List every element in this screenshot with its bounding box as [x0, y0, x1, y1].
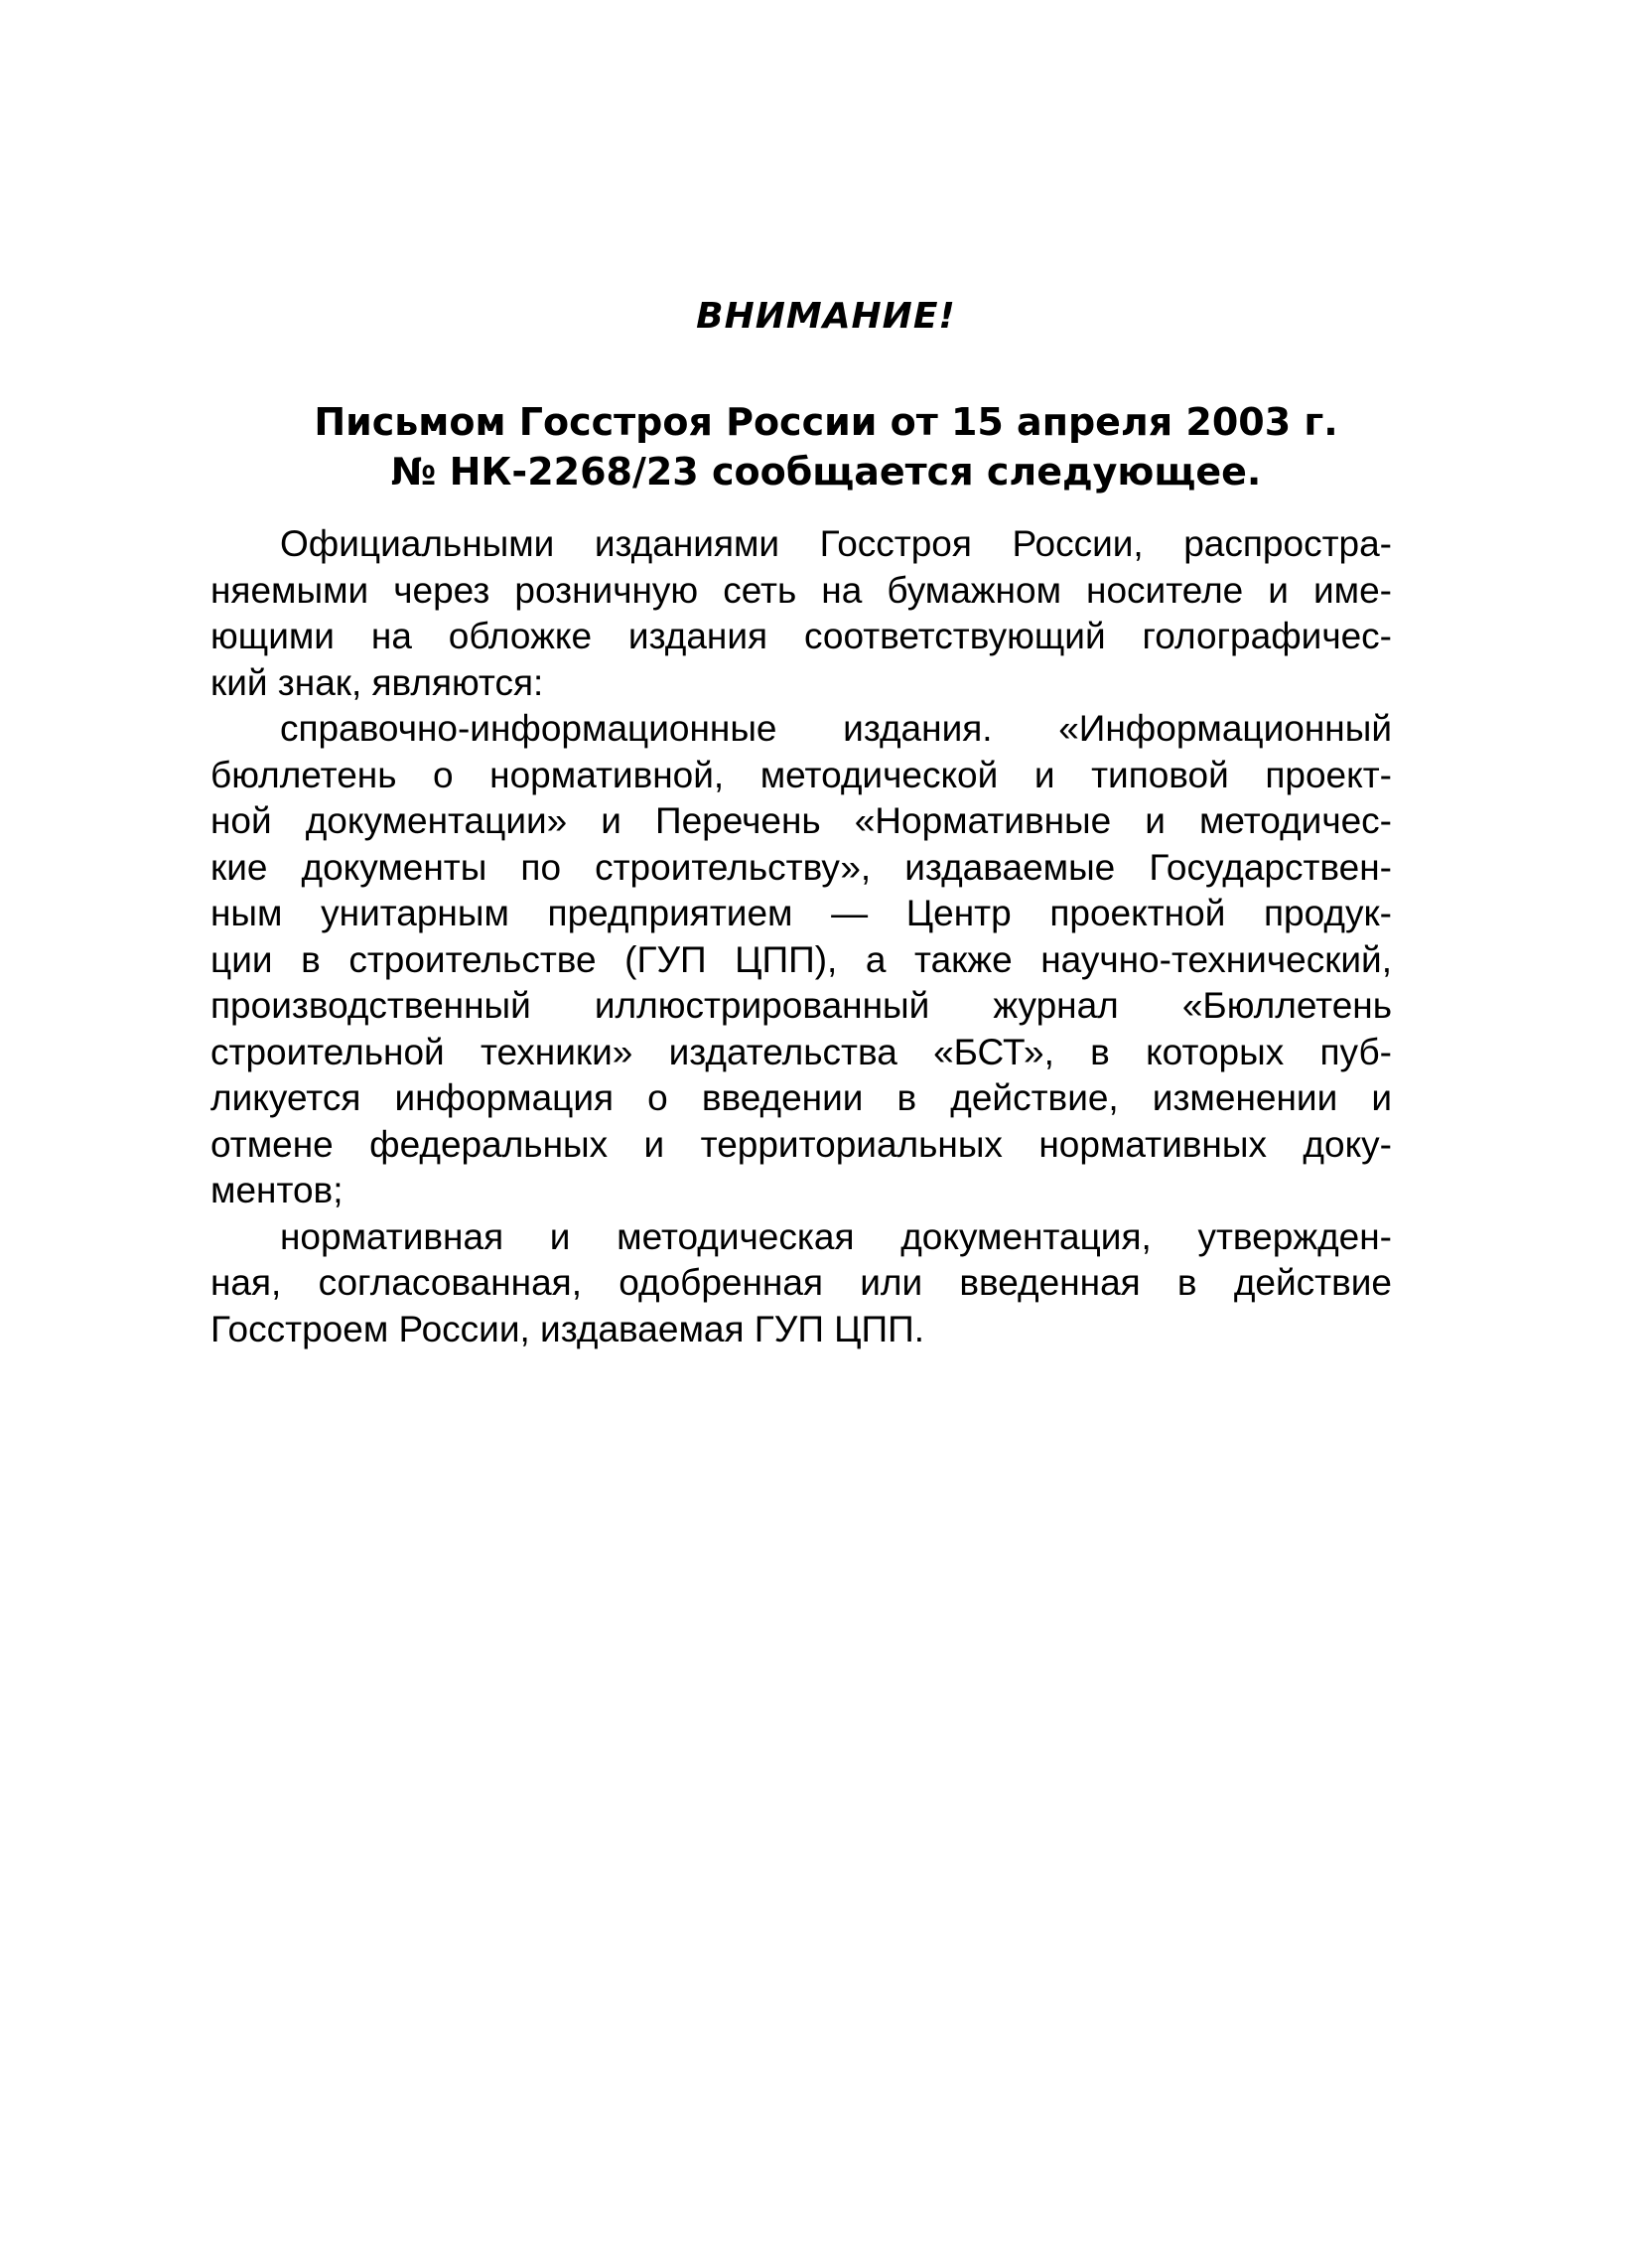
- text-line: ментов;: [210, 1170, 344, 1210]
- text-line: ной документации» и Перечень «Нормативные и методичес-: [210, 800, 1392, 841]
- letter-reference: [248, 397, 1404, 496]
- attention-heading: ВНИМАНИЕ!: [696, 296, 956, 337]
- text-line: кие документы по строительству», издаваемые Государствен-: [210, 846, 1392, 888]
- paragraph-reference-editions: [210, 706, 1392, 1214]
- letter-reference-line: Письмом Госстроя России от 15 апреля 2003 г.: [314, 400, 1338, 444]
- text-line: кий знак, являются:: [210, 661, 544, 703]
- text-line: нормативная и методическая документация, утвержден-: [280, 1215, 1392, 1257]
- text-line: ная, согласованная, одобренная или введенная в действие: [210, 1262, 1392, 1303]
- letter-reference-line: № НК-2268/23 сообщается следующее.: [390, 450, 1262, 494]
- text-line: бюллетень о нормативной, методической и типовой проект-: [210, 754, 1392, 795]
- paragraph-normative-documentation: [210, 1214, 1392, 1353]
- text-line: ции в строительстве (ГУП ЦПП), а также научно-технический,: [210, 938, 1392, 980]
- text-line: няемыми через розничную сеть на бумажном носителе и име-: [210, 569, 1392, 611]
- paragraph-official-editions: [210, 521, 1392, 706]
- text-line: Официальными изданиями Госстроя России, распростра-: [280, 523, 1392, 564]
- text-line: справочно-информационные издания. «Информационный: [280, 708, 1392, 749]
- text-line: Госстроем России, издаваемая ГУП ЦПП.: [210, 1308, 925, 1349]
- text-line: ным унитарным предприятием — Центр проектной продук-: [210, 893, 1392, 933]
- text-line: ликуется информация о введении в действие, изменении и: [210, 1077, 1392, 1118]
- document-body: [210, 521, 1392, 1352]
- text-line: отмене федеральных и территориальных нормативных доку-: [210, 1123, 1392, 1165]
- text-line: производственный иллюстрированный журнал «Бюллетень: [210, 985, 1392, 1026]
- text-line: строительной техники» издательства «БСТ», в которых пуб-: [210, 1031, 1392, 1072]
- text-line: ющими на обложке издания соответствующий голографичес-: [210, 616, 1392, 656]
